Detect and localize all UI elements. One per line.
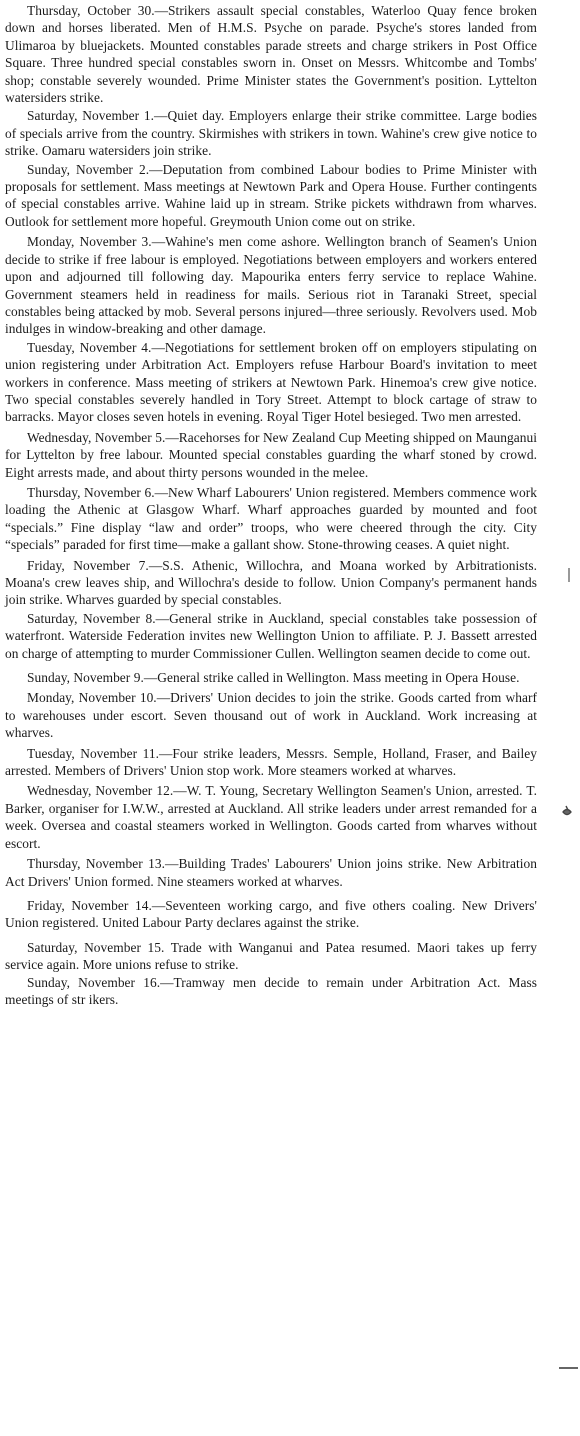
entry-text: —Seventeen working cargo, and five others coaling. New Drivers' Union registered. United Labour Party declares against the strike. xyxy=(5,897,537,931)
entry-text: Trade with Wanganui and Patea resumed. Maori takes up ferry service again. More unions refuse to strike. xyxy=(5,939,537,973)
entry-date: Thursday, October 30. xyxy=(27,3,155,18)
entry-date: Monday, November 10. xyxy=(27,690,157,706)
entry-text: —W. T. Young, Secretary Wellington Seamen's Union, arrested. T. Barker, organiser for I.W.W., arrested at Auckland. All strike leaders under arrest remanded for a week. Oversea and coastal steamers worked in Wellington. Goods carted from wharves without escort. xyxy=(5,783,538,851)
entry-text: —S.S. Athenic, Willochra, and Moana worked by Arbitrationists. Moana's crew leaves ship, and Willochra's deside to follow. Union Company's permanent hands join strike. Wharves guarded by special constables. xyxy=(5,557,538,608)
entry-text: —Tramway men decide to remain under Arbitration Act. Mass meetings of str ikers. xyxy=(5,974,537,1007)
entry-date: Saturday, November 1. xyxy=(27,108,155,124)
entry-text: —Quiet day. Employers enlarge their strike committee. Large bodies of specials arrive from the country. Skirmishes with strikers in town. Wahine's crew give notice to strike. Oamaru watersiders join strike. xyxy=(5,108,537,159)
entry-text: —General strike in Auckland, special constables take possession of waterfront. Waterside Federation invites new Wellington Union to affiliate. P. J. Bassett arrested on charge of attempting to murder Commissioner Cullen. Wellington seamen decide to come out. xyxy=(5,610,537,661)
entry-nov-6 xyxy=(5,484,537,554)
entry-nov-7 xyxy=(5,557,537,609)
entry-nov-13 xyxy=(5,855,537,890)
entry-text: —Negotiations for settlement broken off on employers stipulating on union registering under Arbitration Act. Employers refuse Harbour Board's invitation to meet workers in conference. Mass meeting of strikers at Newtown Park. Hinemoa's crew give notice. Two special constables severely handled in Tory Street. Attempt to block cartage of straw to barracks. Mayor closes seven hotels in evening. Royal Tiger Hotel besieged. Two men arrested. xyxy=(5,339,537,425)
entry-text: —Four strike leaders, Messrs. Semple, Holland, Fraser, and Bailey arrested. Members of Drivers' Union stop work. More steamers worked at wharves. xyxy=(5,745,537,779)
chronology-column xyxy=(5,2,537,1008)
entry-nov-16 xyxy=(5,974,537,1009)
entry-text: —New Wharf Labourers' Union registered. Members commence work loading the Athenic at Glasgow Wharf. Wharf approaches guarded by mounted and foot “specials.” Fine display “law and order” troops, who were cheered through the city. City “specials” paraded for first time—make a gallant show. Stone-throwing ceases. A quiet night. xyxy=(5,484,537,553)
entry-text: —Wahine's men come ashore. Wellington branch of Seamen's Union decide to strike if free labour is employed. Negotiations between employers and workers entered upon and adjourned till following day. Mapourika enters ferry service to replace Wahine. Government steamers held in readiness for mails. Serious riot in Taranaki Street, special constables being attacked by mob. Several persons injured—three seriously. Revolvers used. Mob indulges in window-breaking and other damage. xyxy=(5,234,537,337)
entry-date: Saturday, November 8. xyxy=(27,610,156,626)
entry-date: Sunday, November 16. xyxy=(27,974,161,990)
entry-date: Monday, November 3. xyxy=(27,234,152,250)
entry-date: Friday, November 14. xyxy=(27,897,152,913)
entry-text: —General strike called in Wellington. Mass meeting in Opera House. xyxy=(143,670,520,686)
entry-nov-1 xyxy=(5,107,537,159)
entry-date: Wednesday, November 5. xyxy=(27,429,166,445)
entry-nov-12 xyxy=(5,782,537,852)
entry-nov-4 xyxy=(5,339,537,426)
entry-date: Wednesday, November 12. xyxy=(27,783,174,799)
margin-smudge-mark xyxy=(563,806,571,815)
entry-text: —Deputation from combined Labour bodies to Prime Minister with proposals for settlement. Mass meetings at Newtown Park and Opera House. Further contingents of special constables arrive. Wahine laid up in stream. Strike pickets withdrawn from wharves. Outlook for settlement more hopeful. Greymouth Union come out on strike. xyxy=(5,161,537,229)
entry-nov-3 xyxy=(5,233,537,337)
entry-oct-30 xyxy=(5,2,537,106)
entry-nov-8 xyxy=(5,610,537,662)
entry-nov-9 xyxy=(5,669,537,686)
entry-nov-15 xyxy=(5,939,537,974)
entry-date: Saturday, November 15. xyxy=(27,939,165,955)
entry-nov-14 xyxy=(5,897,537,932)
entry-date: Thursday, November 13. xyxy=(27,856,165,872)
entry-date: Friday, November 7. xyxy=(27,557,149,573)
entry-date: Tuesday, November 11. xyxy=(27,745,159,761)
entry-date: Sunday, November 9. xyxy=(27,670,144,686)
entry-nov-10 xyxy=(5,689,537,741)
entry-text: —Building Trades' Labourers' Union joins strike. New Arbitration Act Drivers' Union formed. Nine steamers worked at wharves. xyxy=(5,856,537,889)
entry-date: Thursday, November 6. xyxy=(27,484,155,500)
entry-text: —Strikers assault special constables, Waterloo Quay fence broken down and horses liberated. Men of H.M.S. Psyche on parade. Psyche's stores landed from Ulimaroa by bluejackets. Mounted constables parade streets and charge strikers in Post Office Square. Three hundred special constables sworn in. Onset on Messrs. Whitcombe and Tombs' shop; constable severely wounded. Prime Minister states the Government's position. Lyttelton watersiders strike. xyxy=(5,3,537,106)
entry-nov-2 xyxy=(5,161,537,231)
entry-text: —Drivers' Union decides to join the strike. Goods carted from wharf to warehouses under escort. Seven thousand out of work in Auckland. Work increasing at wharves. xyxy=(5,690,537,741)
entry-text: —Racehorses for New Zealand Cup Meeting shipped on Maunganui for Lyttelton by free labour. Mounted special constables guarding the wharf stoned by crowd. Eight arrests made, and about thirty persons wounded in the melee. xyxy=(5,429,537,480)
entry-nov-5 xyxy=(5,429,537,481)
entry-nov-11 xyxy=(5,745,537,780)
entry-date: Tuesday, November 4. xyxy=(27,339,152,355)
entry-date: Sunday, November 2. xyxy=(27,161,150,177)
